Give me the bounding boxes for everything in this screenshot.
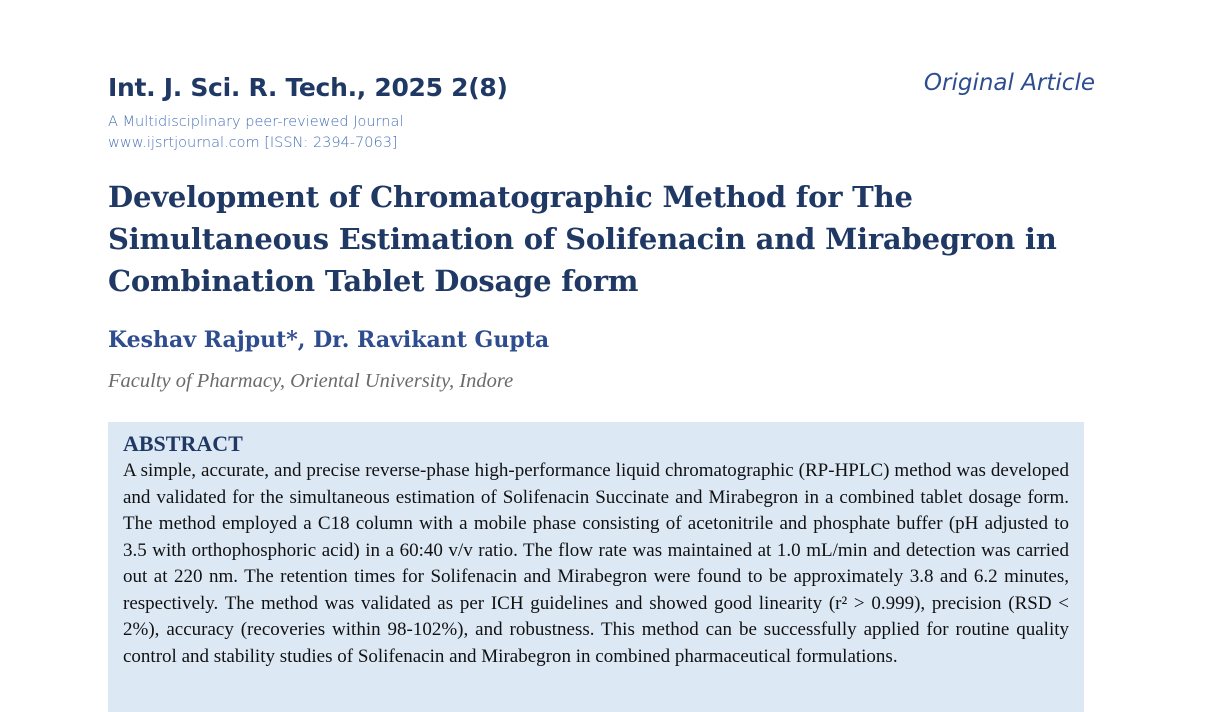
paper-title: Development of Chromatographic Method for The Simultaneous Estimation of Solifenacin and Mirabegron in Combination Tablet Dosage form (108, 180, 1057, 298)
journal-description: A Multidisciplinary peer-reviewed Journal (108, 114, 404, 130)
journal-title: Int. J. Sci. R. Tech., 2025 2(8) (108, 73, 508, 102)
affiliation: Faculty of Pharmacy, Oriental University, Indore (108, 370, 514, 392)
abstract-section (108, 422, 1084, 712)
abstract-text: A simple, accurate, and precise reverse-phase high-performance liquid chromatographic (RP-HPLC) method was developed and validated for the simultaneous estimation of Solifenacin Succinate and Mirabegron in a combined tablet dosage form. The method employed a C18 column with a mobile phase consisting of acetonitrile and phosphate buffer (pH adjusted to 3.5 with orthophosphoric acid) in a 60:40 v/v ratio. The flow rate was maintained at 1.0 mL/min and detection was carried out at 220 nm. The retention times for Solifenacin and Mirabegron were found to be approximately 3.8 and 6.2 minutes, respectively. The method was validated as per ICH guidelines and showed good linearity (r² > 0.999), precision (RSD < 2%), accuracy (recoveries within 98-102%), and robustness. This method can be successfully applied for routine quality control and stability studies of Solifenacin and Mirabegron in combined pharmaceutical formulations. (123, 460, 1069, 667)
abstract-heading: ABSTRACT (123, 431, 243, 456)
journal-website: www.ijsrtjournal.com [ISSN: 2394-7063] (108, 135, 398, 151)
article-type-label: Original Article (923, 70, 1095, 96)
authors: Keshav Rajput*, Dr. Ravikant Gupta (108, 327, 550, 353)
